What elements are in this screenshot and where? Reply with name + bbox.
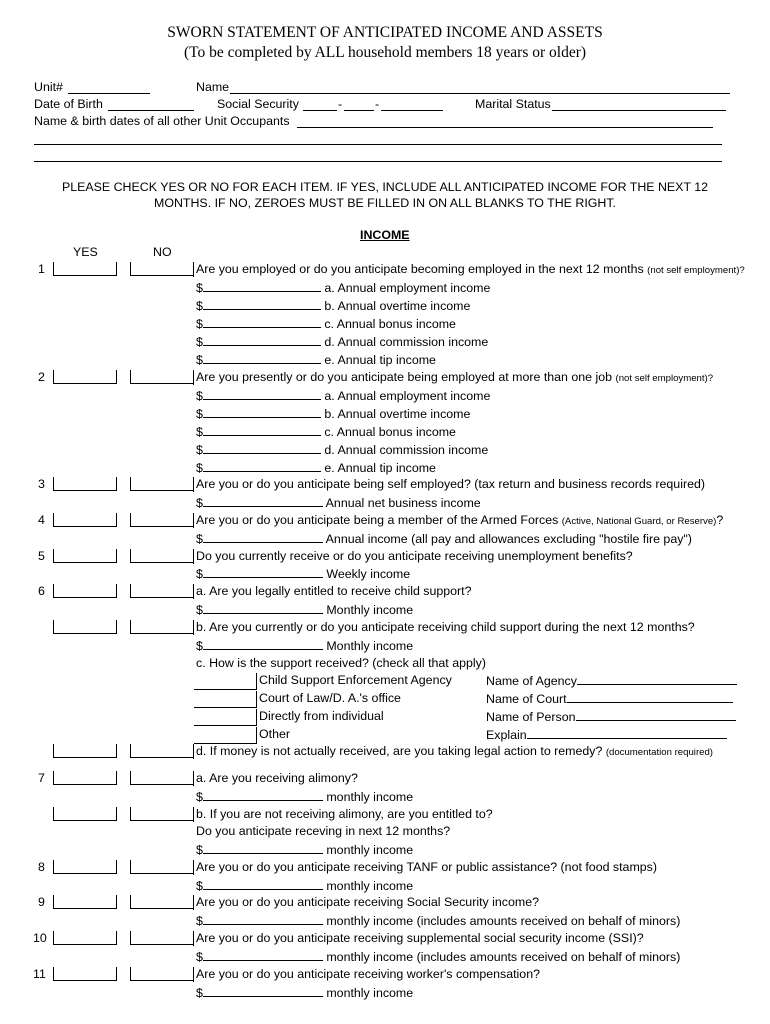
q6c-field-court: Name of Court [486, 691, 733, 707]
q6a-no-checkbox[interactable] [130, 584, 194, 598]
name-field[interactable] [230, 93, 730, 94]
q11-row: $ monthly income [196, 986, 414, 1000]
q5-row: $ Weekly income [196, 567, 411, 581]
q4-number: 4 [38, 513, 45, 527]
q3-question: Are you or do you anticipate being self employed? (tax return and business records required) [196, 477, 705, 491]
yes-column-header: YES [73, 245, 98, 259]
q3-amount[interactable] [203, 495, 323, 507]
unit-label: Unit# [34, 80, 63, 94]
q11-no-checkbox[interactable] [130, 967, 194, 981]
q1b-amount[interactable] [203, 298, 321, 310]
q2-no-checkbox[interactable] [130, 370, 194, 384]
q6c-option-individual-checkbox[interactable] [194, 709, 257, 726]
q2c-amount[interactable] [203, 424, 321, 436]
q5-question: Do you currently receive or do you anticipate receiving unemployment benefits? [196, 549, 633, 563]
q6b-row: $ Monthly income [196, 639, 414, 653]
person-name-input[interactable] [576, 709, 736, 721]
q6-number: 6 [38, 584, 45, 598]
q8-question: Are you or do you anticipate receiving TANF or public assistance? (not food stamps) [196, 860, 657, 874]
q7a-question: a. Are you receiving alimony? [196, 771, 358, 785]
q8-yes-checkbox[interactable] [53, 860, 117, 874]
q6c-field-person: Name of Person [486, 709, 736, 725]
q2d-row: $ d. Annual commission income [196, 443, 489, 457]
q1d-amount[interactable] [203, 334, 321, 346]
q7-number: 7 [38, 771, 45, 785]
q2b-row: $ b. Annual overtime income [196, 407, 471, 421]
q6d-yes-checkbox[interactable] [53, 744, 117, 758]
occupants-field-line2[interactable] [34, 144, 722, 145]
q6d-no-checkbox[interactable] [130, 744, 194, 758]
q1b-row: $ b. Annual overtime income [196, 299, 471, 313]
q6b-question: b. Are you currently or do you anticipate receiving child support during the next 12 months? [196, 620, 695, 634]
q8-row: $ monthly income [196, 879, 414, 893]
q7b-amount[interactable] [203, 842, 323, 854]
q2a-amount[interactable] [203, 388, 321, 400]
ss-label: Social Security [217, 97, 299, 111]
q1e-amount[interactable] [203, 352, 321, 364]
occupants-label: Name & birth dates of all other Unit Occupants [34, 114, 290, 128]
q2e-amount[interactable] [203, 460, 321, 472]
q2e-row: $ e. Annual tip income [196, 461, 436, 475]
unit-field[interactable] [68, 93, 150, 94]
q4-yes-checkbox[interactable] [53, 513, 117, 527]
q5-no-checkbox[interactable] [130, 549, 194, 563]
q2-question: Are you presently or do you anticipate being employed at more than one job (not self employment)? [196, 370, 714, 384]
court-name-input[interactable] [567, 691, 733, 703]
q10-yes-checkbox[interactable] [53, 931, 117, 945]
q10-row: $ monthly income (includes amounts received on behalf of minors) [196, 950, 681, 964]
occupants-field-line3[interactable] [34, 161, 722, 162]
instructions-line2: MONTHS. IF NO, ZEROES MUST BE FILLED IN ON ALL BLANKS TO THE RIGHT. [154, 196, 616, 210]
q1c-row: $ c. Annual bonus income [196, 317, 456, 331]
q6a-question: a. Are you legally entitled to receive child support? [196, 584, 472, 598]
q6b-yes-checkbox[interactable] [53, 620, 117, 634]
q7b-no-checkbox[interactable] [130, 807, 194, 821]
q1-number: 1 [38, 262, 45, 276]
q3-no-checkbox[interactable] [130, 477, 194, 491]
q6c-option-court: Court of Law/D. A.'s office [259, 691, 401, 705]
q2a-row: $ a. Annual employment income [196, 389, 491, 403]
marital-field[interactable] [552, 110, 726, 111]
income-heading: INCOME [360, 228, 410, 242]
q6c-field-agency: Name of Agency [486, 673, 737, 689]
ss-field-part3[interactable] [381, 110, 443, 111]
q2d-amount[interactable] [203, 442, 321, 454]
q9-row: $ monthly income (includes amounts received on behalf of minors) [196, 914, 681, 928]
q7a-no-checkbox[interactable] [130, 771, 194, 785]
q7b-question-line2: Do you anticipate receving in next 12 months? [196, 824, 451, 838]
q10-amount[interactable] [203, 949, 323, 961]
form-title: SWORN STATEMENT OF ANTICIPATED INCOME AND ASSETS [167, 24, 603, 41]
q9-question: Are you or do you anticipate receiving Social Security income? [196, 895, 539, 909]
q4-question: Are you or do you anticipate being a member of the Armed Forces (Active, National Guard, or Reserve)? [196, 513, 724, 527]
q2b-amount[interactable] [203, 406, 321, 418]
q11-yes-checkbox[interactable] [53, 967, 117, 981]
q3-number: 3 [38, 477, 45, 491]
q6c-option-agency: Child Support Enforcement Agency [259, 673, 452, 687]
q11-question: Are you or do you anticipate receiving worker's compensation? [196, 967, 540, 981]
ss-field-part2[interactable] [344, 110, 374, 111]
q1e-row: $ e. Annual tip income [196, 353, 436, 367]
q6a-row: $ Monthly income [196, 603, 414, 617]
q11-amount[interactable] [203, 985, 323, 997]
q4-no-checkbox[interactable] [130, 513, 194, 527]
no-column-header: NO [153, 245, 172, 259]
q8-amount[interactable] [203, 878, 323, 890]
q6a-amount[interactable] [203, 602, 323, 614]
q6c-option-individual: Directly from individual [259, 709, 384, 723]
q6b-amount[interactable] [203, 638, 323, 650]
q7b-yes-checkbox[interactable] [53, 807, 117, 821]
agency-name-input[interactable] [577, 673, 737, 685]
q2-number: 2 [38, 370, 45, 384]
q5-yes-checkbox[interactable] [53, 549, 117, 563]
q2c-row: $ c. Annual bonus income [196, 425, 456, 439]
q1-no-checkbox[interactable] [130, 262, 194, 276]
q1d-row: $ d. Annual commission income [196, 335, 489, 349]
q6c-field-explain: Explain [486, 727, 727, 743]
q6c-option-other: Other [259, 727, 290, 741]
dob-field[interactable] [108, 110, 194, 111]
q7a-amount[interactable] [203, 789, 323, 801]
q2-yes-checkbox[interactable] [53, 370, 117, 384]
q6c-option-other-checkbox[interactable] [194, 727, 257, 744]
q8-number: 8 [38, 860, 45, 874]
dob-label: Date of Birth [34, 97, 103, 111]
q10-no-checkbox[interactable] [130, 931, 194, 945]
q9-yes-checkbox[interactable] [53, 895, 117, 909]
q3-row: $ Annual net business income [196, 496, 481, 510]
q6c-option-agency-checkbox[interactable] [194, 673, 257, 690]
q1a-amount[interactable] [203, 280, 321, 292]
q1c-amount[interactable] [203, 316, 321, 328]
q6a-yes-checkbox[interactable] [53, 584, 117, 598]
q3-yes-checkbox[interactable] [53, 477, 117, 491]
occupants-field[interactable] [297, 127, 713, 128]
q1a-row: $ a. Annual employment income [196, 281, 491, 295]
q7a-yes-checkbox[interactable] [53, 771, 117, 785]
q6b-no-checkbox[interactable] [130, 620, 194, 634]
q7a-row: $ monthly income [196, 790, 414, 804]
ss-field-part1[interactable] [303, 110, 337, 111]
q7b-row: $ monthly income [196, 843, 414, 857]
q10-question: Are you or do you anticipate receiving supplemental social security income (SSI)? [196, 931, 644, 945]
q11-number: 11 [33, 967, 46, 981]
q4-row: $ Annual income (all pay and allowances excluding "hostile fire pay") [196, 532, 692, 546]
q10-number: 10 [33, 931, 47, 945]
explain-input[interactable] [527, 727, 727, 739]
q9-no-checkbox[interactable] [130, 895, 194, 909]
name-label: Name [196, 80, 230, 94]
q7b-question: b. If you are not receiving alimony, are you entitled to? [196, 807, 493, 821]
q5-number: 5 [38, 549, 45, 563]
instructions-line1: PLEASE CHECK YES OR NO FOR EACH ITEM. IF YES, INCLUDE ALL ANTICIPATED INCOME FOR THE NEXT 12 [61, 180, 709, 194]
q6c-question: c. How is the support received? (check all that apply) [196, 656, 486, 670]
q6c-option-court-checkbox[interactable] [194, 691, 257, 708]
q1-question: Are you employed or do you anticipate becoming employed in the next 12 months (not self employment)? [196, 262, 745, 276]
q4-amount[interactable] [203, 531, 323, 543]
form-subtitle: (To be completed by ALL household members 18 years or older) [183, 44, 587, 61]
q1-yes-checkbox[interactable] [53, 262, 117, 276]
marital-label: Marital Status [475, 97, 551, 111]
q9-number: 9 [38, 895, 45, 909]
q6d-question: d. If money is not actually received, are you taking legal action to remedy? (documentation required) [196, 744, 714, 758]
q9-amount[interactable] [203, 913, 323, 925]
q8-no-checkbox[interactable] [130, 860, 194, 874]
q5-amount[interactable] [203, 566, 323, 578]
